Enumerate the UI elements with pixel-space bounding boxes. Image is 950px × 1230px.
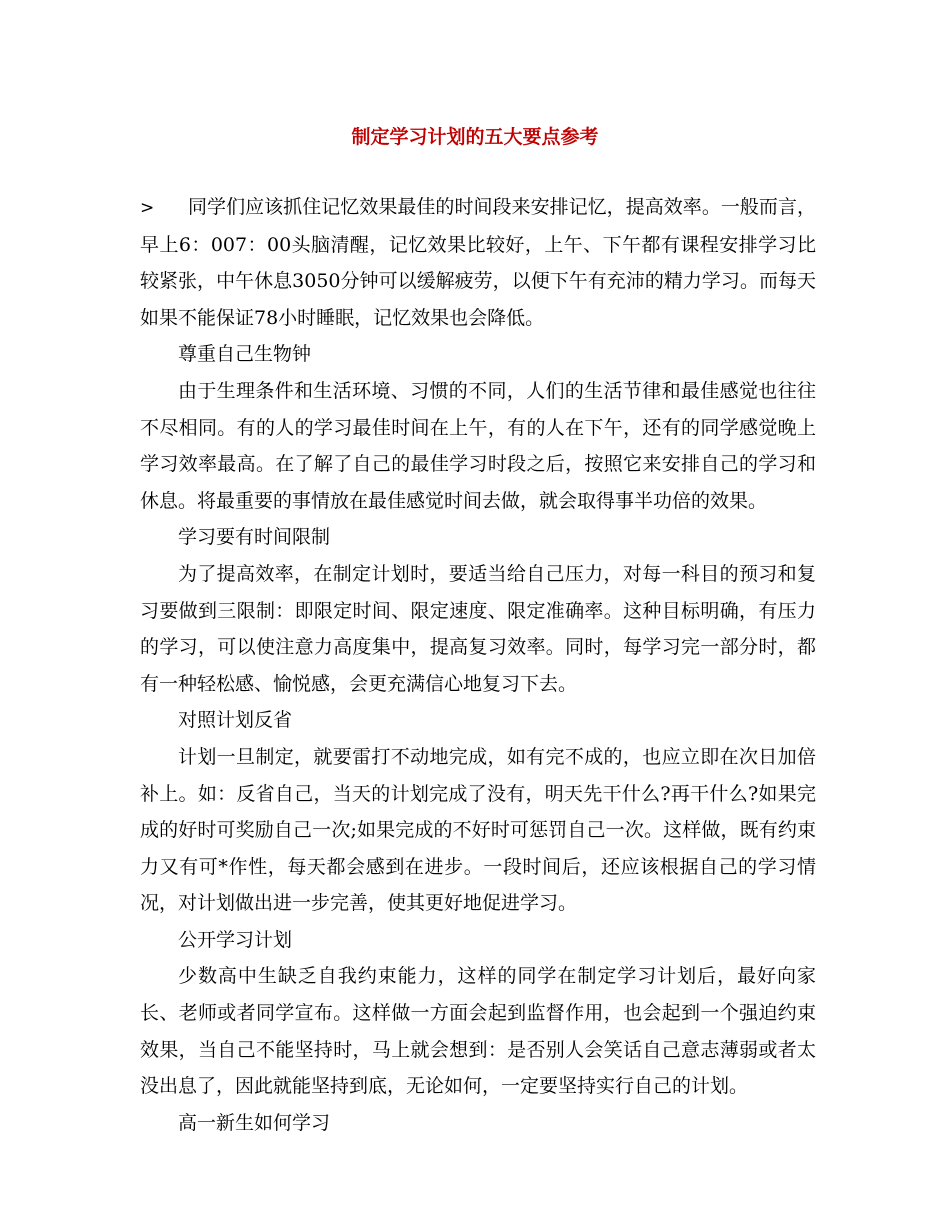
page-title: 制定学习计划的五大要点参考 bbox=[351, 126, 599, 148]
document-body bbox=[140, 189, 816, 1141]
intro-text: 同学们应该抓住记忆效果最佳的时间段来安排记忆，提高效率。一般而言，早上6：007：00头脑清醒，记忆效果比较好，上午、下午都有课程安排学习比较紧张，中午休息3050分钟可以缓解疲劳，以便下午有充沛的精力学习。而每天如果不能保证78小时睡眠，记忆效果也会降低。 bbox=[140, 196, 816, 329]
section-paragraph: 为了提高效率，在制定计划时，要适当给自己压力，对每一科目的预习和复习要做到三限制：即限定时间、限定速度、限定准确率。这种目标明确，有压力的学习，可以使注意力高度集中，提高复习效率。同时，每学习完一部分时，都有一种轻松感、愉悦感，会更充满信心地复习下去。 bbox=[140, 562, 816, 695]
section-heading: 学习要有时间限制 bbox=[178, 526, 331, 549]
section-paragraph: 计划一旦制定，就要雷打不动地完成，如有完不成的，也应立即在次日加倍补上。如：反省自己，当天的计划完成了没有，明天先干什么?再干什么?如果完成的好时可奖励自己一次;如果完成的不好时可惩罚自己一次。这样做，既有约束力又有可*作性，每天都会感到在进步。一段时间后，还应该根据自己的学习情况，对计划做出进一步完善，使其更好地促进学习。 bbox=[140, 745, 816, 915]
bullet-arrow-icon: > bbox=[140, 198, 155, 218]
section-heading: 公开学习计划 bbox=[178, 928, 293, 951]
closing-heading: 高一新生如何学习 bbox=[178, 1111, 331, 1134]
section-paragraph: 由于生理条件和生活环境、习惯的不同，人们的生活节律和最佳感觉也往往不尽相同。有的人的学习最佳时间在上午，有的人在下午，还有的同学感觉晚上学习效率最高。在了解了自己的最佳学习时段之后，按照它来安排自己的学习和休息。将最重要的事情放在最佳感觉时间去做，就会取得事半功倍的效果。 bbox=[140, 379, 816, 512]
section-heading: 对照计划反省 bbox=[178, 709, 293, 732]
section-heading: 尊重自己生物钟 bbox=[178, 343, 312, 366]
section-paragraph: 少数高中生缺乏自我约束能力，这样的同学在制定学习计划后，最好向家长、老师或者同学宣布。这样做一方面会起到监督作用，也会起到一个强迫约束效果，当自己不能坚持时，马上就会想到：是否别人会笑话自己意志薄弱或者太没出息了，因此就能坚持到底，无论如何，一定要坚持实行自己的计划。 bbox=[140, 965, 816, 1098]
intro-paragraph bbox=[140, 189, 816, 336]
